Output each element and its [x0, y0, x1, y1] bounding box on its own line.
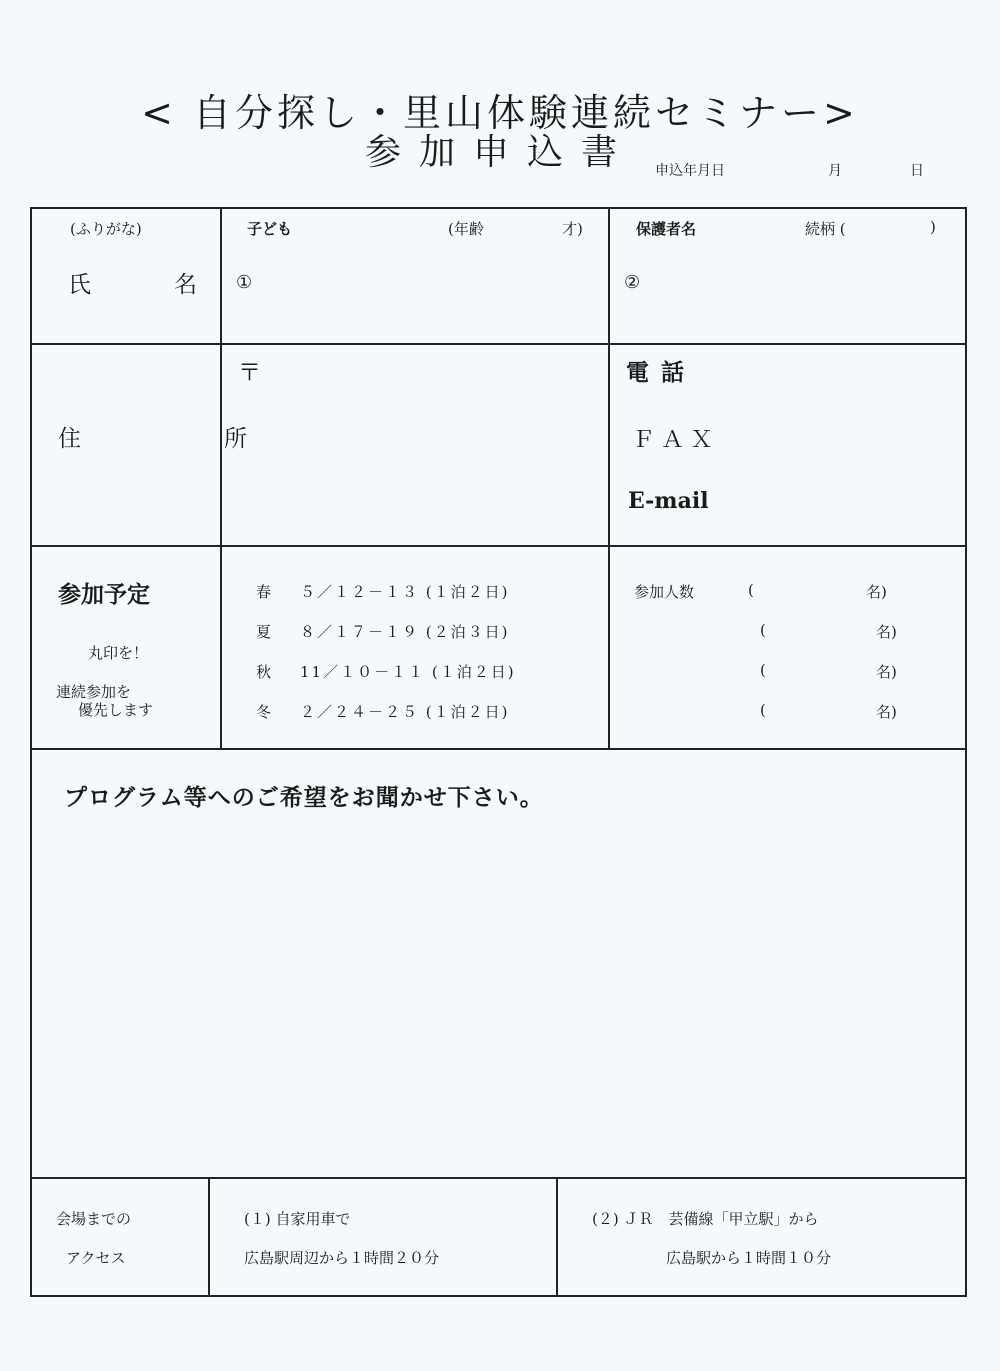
form-title: < 自分探し・里山体験連続セミナー>: [141, 91, 859, 135]
count-open-paren: (: [760, 621, 766, 639]
access-label-line2: アクセス: [66, 1249, 126, 1267]
month-label: 月: [828, 163, 842, 179]
session-season[interactable]: 夏: [256, 623, 272, 641]
count-unit: 名): [876, 663, 897, 681]
session-season[interactable]: 秋: [256, 663, 272, 681]
guardian-marker: ②: [624, 272, 641, 293]
participant-count-label: 参加人数: [634, 583, 695, 601]
session-season[interactable]: 冬: [256, 703, 272, 721]
program-request-textarea[interactable]: [40, 820, 955, 1170]
furigana-label: (ふりがな): [70, 220, 142, 238]
row-divider: [32, 545, 967, 547]
schedule-note-priority-2: 優先します: [78, 701, 154, 719]
count-unit: 名): [876, 703, 897, 721]
relation-input[interactable]: [868, 214, 923, 238]
child-name-input[interactable]: [262, 245, 592, 335]
count-open-paren: (: [748, 581, 754, 599]
fax-label: ＦＡＸ: [632, 427, 719, 453]
child-marker: ①: [236, 272, 253, 293]
participant-count-input[interactable]: [780, 618, 870, 642]
application-month-input[interactable]: [760, 156, 820, 178]
access-option-train-detail: 広島駅から１時間１０分: [666, 1249, 832, 1267]
schedule-note-priority-1: 連続参加を: [56, 683, 132, 701]
count-unit: 名): [876, 623, 897, 641]
form-subtitle: 参加申込書: [364, 132, 635, 173]
count-open-paren: (: [760, 661, 766, 679]
row-divider: [32, 343, 967, 345]
phone-input[interactable]: [710, 352, 960, 382]
application-day-input[interactable]: [845, 156, 905, 178]
count-unit: 名): [866, 583, 887, 601]
row-divider: [32, 748, 967, 750]
session-season[interactable]: 春: [256, 583, 272, 601]
guardian-label: 保護者名: [636, 220, 697, 238]
session-dates: ２／２４－２５ (１泊２日): [300, 703, 510, 721]
program-request-prompt: プログラム等へのご希望をお聞かせ下さい。: [64, 784, 544, 811]
phone-label: 電話: [626, 359, 696, 386]
relation-close: ): [930, 218, 936, 236]
age-unit-label: 才): [562, 220, 583, 238]
relation-label: 続柄 (: [805, 220, 846, 238]
name-label: 氏 名: [68, 272, 227, 298]
participant-count-input[interactable]: [780, 698, 870, 722]
child-label: 子ども: [247, 220, 293, 238]
participant-count-input[interactable]: [780, 658, 870, 682]
session-dates: ８／１７－１９ (２泊３日): [300, 623, 510, 641]
access-label-line1: 会場までの: [56, 1210, 132, 1228]
session-dates: ５／１２－１３ (１泊２日): [300, 583, 510, 601]
schedule-note-circle: 丸印を！: [88, 644, 149, 662]
column-divider: [208, 1177, 210, 1297]
session-dates: 11／１０－１１ (１泊２日): [300, 663, 516, 681]
age-label: (年齢: [448, 220, 484, 238]
count-open-paren: (: [760, 701, 766, 719]
participant-count-input[interactable]: [768, 578, 858, 602]
schedule-label: 参加予定: [58, 582, 150, 608]
access-option-car-detail: 広島駅周辺から１時間２０分: [244, 1249, 440, 1267]
address-label: 住 所: [58, 426, 307, 452]
email-label: E-mail: [628, 488, 709, 514]
access-option-car-title: (１) 自家用車で: [244, 1210, 351, 1228]
column-divider: [608, 209, 610, 748]
column-divider: [556, 1177, 558, 1297]
email-input[interactable]: [720, 486, 960, 516]
day-label: 日: [910, 163, 924, 179]
row-divider: [32, 1177, 967, 1179]
guardian-name-input[interactable]: [650, 245, 960, 335]
child-age-input[interactable]: [500, 214, 555, 238]
access-option-train-title: (２) ＪＲ 芸備線「甲立駅」から: [592, 1210, 819, 1228]
application-date-label: 申込年月日: [655, 163, 725, 179]
postal-mark: 〒: [238, 360, 261, 386]
fax-input[interactable]: [730, 420, 960, 450]
address-input[interactable]: [270, 352, 600, 542]
